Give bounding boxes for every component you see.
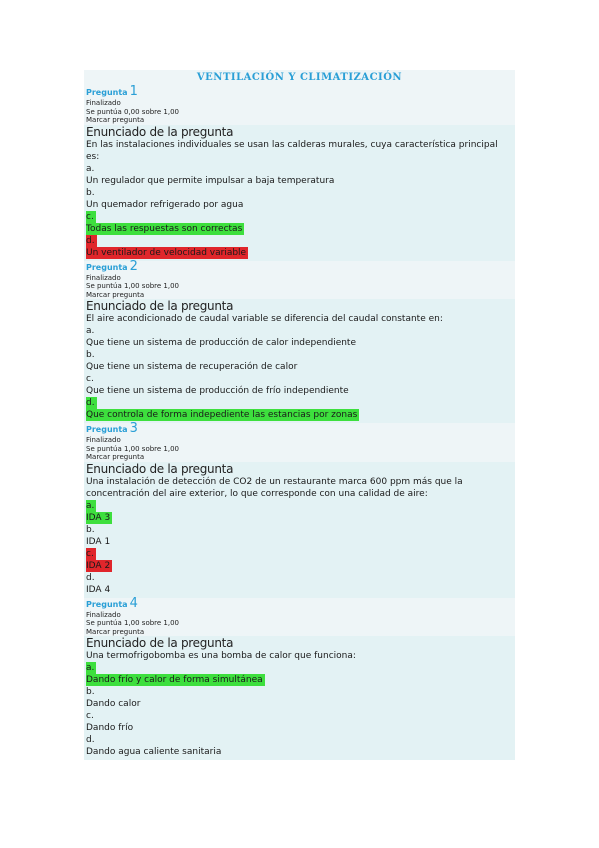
- question-block: [84, 423, 515, 598]
- option-text: IDA 1: [86, 536, 111, 547]
- question-info: [84, 423, 515, 462]
- option-letter: a.: [86, 500, 95, 511]
- question-content: [84, 462, 515, 598]
- question-text: En las instalaciones individuales se usan las calderas murales, cuya característica principal es:: [86, 139, 498, 162]
- question-content: [84, 636, 515, 760]
- option-letter: a.: [86, 326, 95, 336]
- option-letter: c.: [86, 374, 94, 384]
- question-score: Se puntúa 0,00 sobre 1,00: [86, 107, 180, 116]
- option-text: IDA 2: [86, 560, 111, 571]
- question-heading: Enunciado de la pregunta: [86, 461, 234, 476]
- option-letter: b.: [86, 687, 95, 697]
- option-letter: b.: [86, 524, 95, 535]
- option-text: Dando frío: [86, 723, 134, 733]
- option-text: Todas las respuestas son correctas: [86, 223, 243, 234]
- option-letter: b.: [86, 187, 95, 198]
- question-info: [84, 258, 515, 300]
- question-text: Una instalación de detección de CO2 de un restaurante marca 600 ppm más que la concentración del aire exterior, lo que corresponde con una calidad de aire:: [86, 476, 463, 499]
- question-block: [84, 258, 515, 424]
- question-content: [84, 125, 515, 261]
- question-score: Se puntúa 1,00 sobre 1,00: [86, 282, 180, 290]
- question-status: Finalizado: [86, 436, 121, 444]
- question-number: [86, 86, 513, 99]
- option-text: Dando agua caliente sanitaria: [86, 747, 222, 757]
- option-text: Un quemador refrigerado por agua: [86, 199, 244, 210]
- question-score: Se puntúa 1,00 sobre 1,00: [86, 619, 180, 627]
- question-label: Pregunta: [86, 599, 128, 609]
- flag-question-link[interactable]: Marcar pregunta: [86, 453, 145, 461]
- question-heading: Enunciado de la pregunta: [86, 124, 234, 139]
- question-info: [84, 86, 515, 125]
- question-text: El aire acondicionado de caudal variable se diferencia del caudal constante en:: [86, 314, 443, 324]
- option-text: Que tiene un sistema de producción de frío independiente: [86, 386, 349, 396]
- quiz-review-page: [84, 70, 515, 760]
- option-letter: d.: [86, 235, 95, 246]
- flag-question-link[interactable]: Marcar pregunta: [86, 290, 145, 299]
- option-letter: a.: [86, 163, 95, 174]
- flag-question-link[interactable]: Marcar pregunta: [86, 116, 145, 124]
- option-letter: d.: [86, 735, 95, 745]
- question-number: [86, 258, 513, 274]
- question-heading: Enunciado de la pregunta: [86, 636, 234, 650]
- question-info: [84, 595, 515, 637]
- option-text: Dando calor: [86, 699, 141, 709]
- question-index: 2: [129, 258, 138, 274]
- option-letter: d.: [86, 572, 95, 583]
- question-status: Finalizado: [86, 273, 121, 282]
- flag-question-link[interactable]: Marcar pregunta: [86, 627, 145, 636]
- option-text: IDA 3: [86, 512, 111, 523]
- option-text: Que controla de forma indepediente las estancias por zonas: [86, 410, 358, 420]
- question-label: Pregunta: [86, 425, 128, 434]
- question-block: [84, 595, 515, 761]
- option-letter: c.: [86, 711, 94, 721]
- question-number: [86, 423, 513, 436]
- option-letter: a.: [86, 663, 95, 673]
- option-letter: c.: [86, 548, 94, 559]
- question-text: Una termofrigobomba es una bomba de calor que funciona:: [86, 651, 356, 661]
- question-index: 4: [129, 595, 138, 611]
- question-label: Pregunta: [86, 262, 128, 272]
- option-text: Que tiene un sistema de producción de calor independiente: [86, 338, 356, 348]
- option-text: Que tiene un sistema de recuperación de calor: [86, 362, 298, 372]
- question-number: [86, 595, 513, 611]
- question-score: Se puntúa 1,00 sobre 1,00: [86, 444, 180, 453]
- questions-container: [84, 86, 515, 760]
- question-index: 3: [129, 421, 138, 436]
- question-label: Pregunta: [86, 88, 128, 97]
- option-letter: d.: [86, 398, 95, 408]
- option-text: IDA 4: [86, 584, 111, 595]
- option-text: Un ventilador de velocidad variable: [86, 247, 247, 258]
- option-letter: c.: [86, 211, 94, 222]
- question-index: 1: [129, 84, 138, 99]
- question-heading: Enunciado de la pregunta: [86, 299, 234, 313]
- option-text: Dando frío y calor de forma simultánea: [86, 675, 263, 685]
- option-letter: b.: [86, 350, 95, 360]
- question-status: Finalizado: [86, 99, 121, 107]
- question-status: Finalizado: [86, 610, 121, 619]
- question-block: [84, 86, 515, 261]
- option-text: Un regulador que permite impulsar a baja temperatura: [86, 175, 335, 186]
- page-title: VENTILACIÓN Y CLIMATIZACIÓN: [84, 70, 515, 86]
- question-content: [84, 299, 515, 423]
